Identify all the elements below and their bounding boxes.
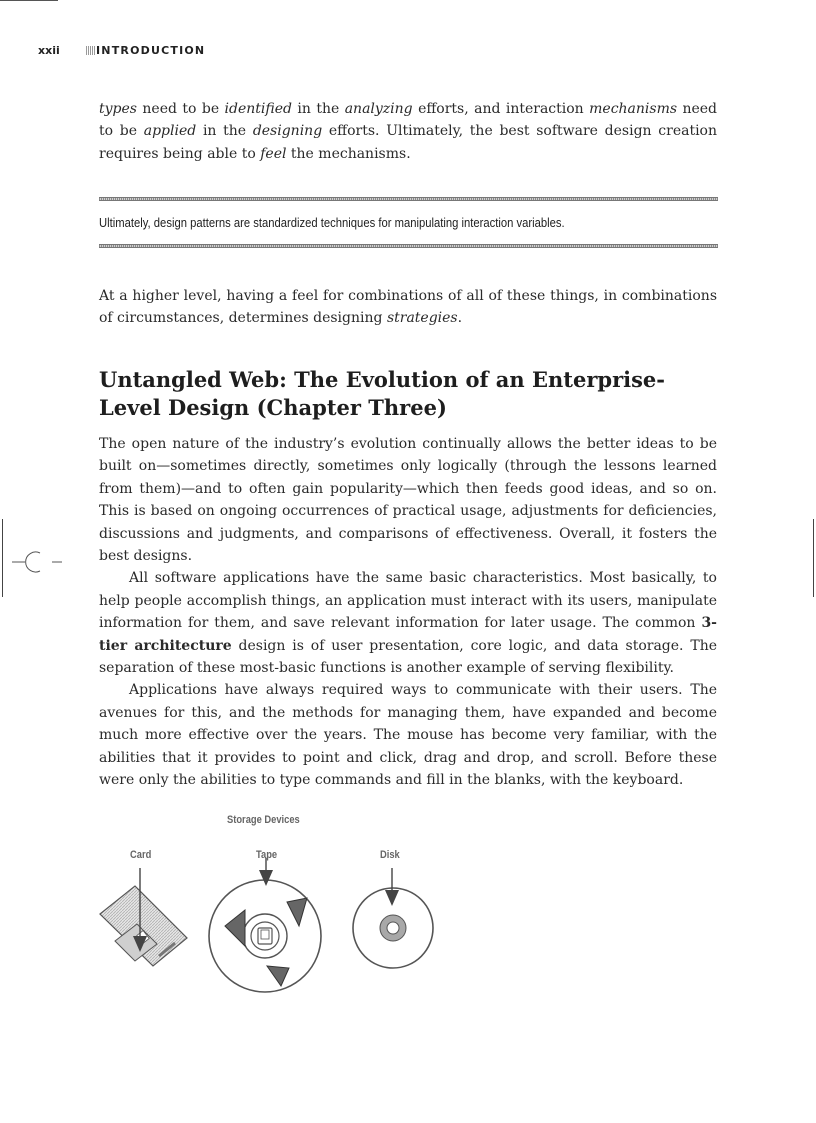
text-run: need to be <box>136 101 225 117</box>
intro-paragraph <box>99 98 717 165</box>
callout-rule-bottom <box>99 244 718 248</box>
emph-designing: designing <box>252 123 323 140</box>
text-run: At a higher level, having a feel for combinations of all of these things, in combinations of circumstances, determines designing <box>99 288 717 327</box>
text-run: All software applications have the same basic characteristics. Most basically, to help people accomplish things, an application must interact with its users, manipulate information for them, and save relevant information for later usage. The common <box>99 570 717 632</box>
text-run: in the <box>291 101 345 117</box>
running-header <box>38 44 205 57</box>
emph-strategies: strategies <box>386 310 458 327</box>
emph-applied: applied <box>143 123 197 140</box>
storage-devices-illustration <box>95 806 455 1016</box>
crop-mark-left <box>2 519 3 597</box>
crop-mark-top <box>0 0 58 1</box>
term-3-tier-architecture: 3-tier architecture <box>99 615 717 654</box>
text-run: efforts, and interaction <box>412 101 590 117</box>
registration-mark <box>12 548 62 576</box>
text-run: in the <box>196 123 253 140</box>
text-run: the mechanisms. <box>286 145 411 162</box>
strategy-paragraph <box>99 285 717 330</box>
crop-mark-right <box>813 519 814 597</box>
open-nature-paragraph: The open nature of the industry’s evolution continually allows the better ideas to be built on—sometimes directly, sometimes only logically (through the lessons learned from them)—and to often gain popularity—which then feeds good ideas, and so on. This is based on ongoing occurrences of practical usage, adjustments for deficiencies, discussions and judgments, and comparisons of effectiveness. Overall, it fosters the best designs. <box>99 436 717 565</box>
text-run: design is of user presentation, core logic, and data storage. The separation of these most-basic functions is another example of serving flexibility. <box>99 637 717 677</box>
disk-label: Disk <box>380 849 400 861</box>
emph-identified: identified <box>224 101 292 117</box>
chapter-three-body <box>99 433 717 792</box>
strategy-block <box>99 285 717 330</box>
figure-title: Storage Devices <box>227 814 300 826</box>
intro-block <box>99 98 717 165</box>
text-run: efforts. Ultimately, the best software design creation requires being able to <box>99 123 717 162</box>
emph-feel: feel <box>260 145 287 162</box>
emph-mechanisms: mechanisms <box>589 101 678 117</box>
communication-paragraph: Applications have always required ways to communicate with their users. The avenues for this, and the methods for managing them, have expanded and become much more effective over the years. The mouse has become very familiar, with the abilities that it provides to point and click, drag and drop, and scroll. Before these were only the abilities to type commands and fill in the blanks, with the keyboard. <box>99 682 717 789</box>
page-number: xxii <box>38 44 60 57</box>
section-heading: Untangled Web: The Evolution of an Enterprise-Level Design (Chapter Three) <box>99 367 666 420</box>
storage-devices-figure <box>95 806 455 1016</box>
note-callout <box>99 197 718 251</box>
tape-label: Tape <box>256 849 278 861</box>
text-run: . <box>457 310 463 327</box>
floppy-card-icon <box>100 886 187 966</box>
card-label: Card <box>130 849 152 861</box>
software-apps-paragraph <box>99 567 717 679</box>
emph-types: types <box>99 101 137 117</box>
section-title: INTRODUCTION <box>96 44 206 57</box>
header-separator-icon <box>86 46 95 55</box>
emph-analyzing: analyzing <box>344 101 413 117</box>
callout-rule-top <box>99 197 718 201</box>
callout-text: Ultimately, design patterns are standardized techniques for manipulating interaction variables. <box>99 216 565 230</box>
text-run: need to be <box>99 101 718 140</box>
tape-reel-icon <box>209 880 321 992</box>
